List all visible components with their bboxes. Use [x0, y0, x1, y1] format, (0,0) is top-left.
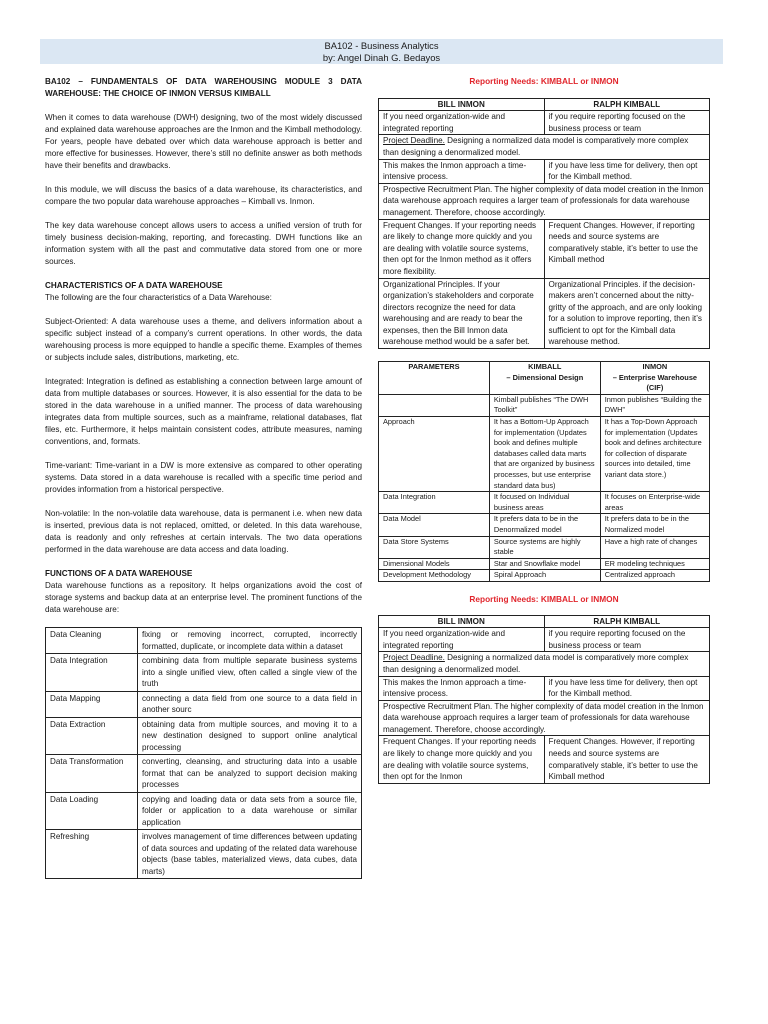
- table-row: [379, 394, 710, 416]
- right-column: [378, 76, 710, 784]
- characteristics-intro: The following are the four characteristics of a Data Warehouse:: [45, 293, 272, 302]
- table-row: [379, 558, 710, 570]
- function-description: copying and loading data or data sets from a source file, folder or application to a data warehouse or similar application: [138, 792, 362, 830]
- module-title: BA102 – FUNDAMENTALS OF DATA WAREHOUSING MODULE 3 DATA WAREHOUSE: THE CHOICE OF INMON VERSUS KIMBALL: [45, 77, 362, 98]
- function-name: Data Cleaning: [46, 628, 138, 654]
- table-cell: if you have less time for delivery, then opt for the Kimball method.: [544, 159, 710, 183]
- table-header-row: [379, 615, 710, 628]
- function-name: Refreshing: [46, 830, 138, 879]
- kimball-cell: Source systems are highly stable: [489, 536, 600, 558]
- parameter-name: [379, 394, 490, 416]
- function-name: Data Integration: [46, 654, 138, 692]
- table-row: [46, 792, 362, 830]
- table-cell: [379, 652, 710, 676]
- function-description: connecting a data field from one source to a data field in another sourc: [138, 691, 362, 717]
- table-row: [379, 278, 710, 349]
- intro-paragraph: When it comes to data warehouse (DWH) designing, two of the most widely discussed and explained data warehouse approaches are the Inmon and the Kimball methodology. For years, people have debated over which data warehouse approach is better and more effective for businesses. However, there’s still no definite answer as both methods have their benefits and drawbacks.: [45, 113, 362, 170]
- table-row: [379, 159, 710, 183]
- table-cell: [379, 135, 710, 159]
- table-row: [379, 736, 710, 783]
- table-row: [46, 717, 362, 755]
- course-title: BA102 - Business Analytics: [324, 40, 439, 51]
- reporting-needs-title-repeat: Reporting Needs: KIMBALL or INMON: [469, 593, 619, 604]
- table-row: [379, 628, 710, 652]
- function-name: Data Mapping: [46, 691, 138, 717]
- kimball-cell: It prefers data to be in the Denormalized model: [489, 514, 600, 536]
- reporting-comparison-table-repeat: [378, 615, 710, 784]
- table-row: [46, 755, 362, 793]
- parameter-name: Development Methodology: [379, 570, 490, 582]
- integrated-paragraph: Integrated: Integration is defined as establishing a connection between large amount of data from multiple databases or sources. However, it is also essential for the data to be stored in the data warehouse in a unified manner. The process of data warehousing integrates data from multiple sources, such as a mainframe, relational databases, flat files, etc. Furthermore, it helps maintain consistent codes, attribute measures, naming conventions, and, formats.: [45, 377, 362, 446]
- kimball-cell: It focused on Individual business areas: [489, 492, 600, 514]
- characteristics-heading: CHARACTERISTICS OF A DATA WAREHOUSE: [45, 281, 223, 290]
- table-cell: This makes the Inmon approach a time-intensive process.: [379, 676, 545, 700]
- left-column: [45, 76, 362, 879]
- table-row: [379, 536, 710, 558]
- column-header-kimball: RALPH KIMBALL: [544, 615, 710, 628]
- table-row: [379, 183, 710, 219]
- functions-table: [45, 627, 362, 879]
- table-cell: if you have less time for delivery, then opt for the Kimball method.: [544, 676, 710, 700]
- parameters-table: [378, 361, 710, 582]
- table-row: [379, 700, 710, 736]
- table-cell: If you need organization-wide and integrated reporting: [379, 111, 545, 135]
- table-cell: Organizational Principles. If your organization’s stakeholders and corporate directors recognize the need for data warehousing and are ready to bear the expenses, then the Bill Inmon data warehouse method would be a safer bet.: [379, 278, 545, 349]
- table-row: [379, 514, 710, 536]
- table-row: [379, 676, 710, 700]
- kimball-cell: Kimball publishes “The DWH Toolkit”: [489, 394, 600, 416]
- table-header-row: [379, 362, 710, 395]
- table-row: [46, 654, 362, 692]
- column-header-kimball: KIMBALL – Dimensional Design: [489, 362, 600, 395]
- table-row: [46, 628, 362, 654]
- inmon-cell: It prefers data to be in the Normalized model: [600, 514, 709, 536]
- table-cell: if you require reporting focused on the business process or team: [544, 628, 710, 652]
- functions-intro: Data warehouse functions as a repository. It helps organizations avoid the cost of storage systems and backup data at an enterprise level. The prominent functions of the data warehouse are:: [45, 581, 362, 614]
- reporting-comparison-table: [378, 98, 710, 349]
- inmon-cell: It has a Top-Down Approach for implementation (Updates book and defines architecture for collection of disparate sources into detailed, time variant data store.): [600, 417, 709, 492]
- project-deadline-label: Project Deadline.: [383, 136, 445, 146]
- column-header-kimball: RALPH KIMBALL: [544, 98, 710, 111]
- time-variant-paragraph: Time-variant: Time-variant in a DW is more extensive as compared to other operating systems. Data stored in a data warehouse is recalled with a specific time period and provides information from a historical perspective.: [45, 461, 362, 494]
- table-cell: Prospective Recruitment Plan. The higher complexity of data model creation in the Inmon data warehouse approach requires a larger team of professionals for data warehouse management. Therefore, choose accordingly.: [379, 183, 710, 219]
- function-description: converting, cleansing, and structuring data into a usable format that can be analyzed to support decision making processes: [138, 755, 362, 793]
- kimball-cell: It has a Bottom-Up Approach for implementation (Updates book and defines multiple databases called data marts that are organized by business processes, but use enterprise standard data bus): [489, 417, 600, 492]
- table-row: [379, 417, 710, 492]
- table-row: [379, 135, 710, 159]
- table-row: [379, 652, 710, 676]
- concept-paragraph: The key data warehouse concept allows users to access a unified version of truth for timely business decision-making, reporting, and forecasting. DWH functions like an information system with all the past and commutative data stored from one or more sources.: [45, 221, 362, 266]
- function-description: obtaining data from multiple sources, and moving it to a new destination designed to support online analytical processing: [138, 717, 362, 755]
- inmon-cell: Have a high rate of changes: [600, 536, 709, 558]
- table-cell: If you need organization-wide and integrated reporting: [379, 628, 545, 652]
- table-cell: Frequent Changes. If your reporting needs are likely to change more quickly and you are dealing with volatile source systems, then opt for the Inmon method as it offers more flexibility.: [379, 219, 545, 278]
- function-name: Data Transformation: [46, 755, 138, 793]
- table-cell: Frequent Changes. However, if reporting needs and source systems are comparatively stable, it’s better to use the Kimball method: [544, 219, 710, 278]
- parameter-name: Dimensional Models: [379, 558, 490, 570]
- parameter-name: Data Integration: [379, 492, 490, 514]
- kimball-cell: Spiral Approach: [489, 570, 600, 582]
- table-row: [46, 830, 362, 879]
- table-header-row: [379, 98, 710, 111]
- project-deadline-label: Project Deadline.: [383, 653, 445, 663]
- function-name: Data Loading: [46, 792, 138, 830]
- function-description: fixing or removing incorrect, corrupted, incorrectly formatted, duplicate, or incomplete data within a dataset: [138, 628, 362, 654]
- author-line: by: Angel Dinah G. Bedayos: [322, 51, 441, 63]
- project-deadline-text: Designing a normalized data model is comparatively more complex than designing a denormalized model.: [383, 136, 689, 157]
- parameter-name: Data Store Systems: [379, 536, 490, 558]
- table-row: [379, 570, 710, 582]
- functions-heading: FUNCTIONS OF A DATA WAREHOUSE: [45, 569, 193, 578]
- table-cell: if you require reporting focused on the business process or team: [544, 111, 710, 135]
- table-cell: This makes the Inmon approach a time-intensive process.: [379, 159, 545, 183]
- function-name: Data Extraction: [46, 717, 138, 755]
- inmon-cell: ER modeling techniques: [600, 558, 709, 570]
- column-header-inmon: BILL INMON: [379, 98, 545, 111]
- non-volatile-paragraph: Non-volatile: In the non-volatile data warehouse, data is permanent i.e. when new data is inserted, previous data is not replaced, omitted, or deleted. In this data warehouse, data is readonly and only refreshes at certain intervals. The two data operations performed in the data warehouse are data access and data loading.: [45, 509, 362, 554]
- column-header-inmon: BILL INMON: [379, 615, 545, 628]
- project-deadline-text: Designing a normalized data model is comparatively more complex than designing a denormalized model.: [383, 653, 689, 674]
- module-scope-paragraph: In this module, we will discuss the basics of a data warehouse, its characteristics, and compare the two popular data warehouse approaches – Kimball vs. Inmon.: [45, 185, 362, 206]
- table-cell: Frequent Changes. If your reporting needs are likely to change more quickly and you are dealing with volatile source systems, then opt for the Inmon: [379, 736, 545, 783]
- document-header: [40, 39, 723, 64]
- reporting-needs-title: Reporting Needs: KIMBALL or INMON: [469, 76, 619, 86]
- subject-oriented-paragraph: Subject-Oriented: A data warehouse uses a theme, and delivers information about a specific subject instead of a company’s current operations. In other words, the data warehousing process is more equipped to handle a specific theme. Examples of themes or subjects include sales, distributions, marketing, etc.: [45, 317, 362, 362]
- table-row: [379, 219, 710, 278]
- kimball-cell: Star and Snowflake model: [489, 558, 600, 570]
- function-description: combining data from multiple separate business systems into a single unified view, often called a single view of the truth: [138, 654, 362, 692]
- table-row: [379, 111, 710, 135]
- function-description: involves management of time differences between updating of data sources and updating of the related data warehouse objects (base tables, materialized views, data cubes, data marts): [138, 830, 362, 879]
- inmon-cell: Inmon publishes “Building the DWH”: [600, 394, 709, 416]
- table-row: [46, 691, 362, 717]
- inmon-cell: It focuses on Enterprise-wide areas: [600, 492, 709, 514]
- table-cell: Frequent Changes. However, if reporting needs and source systems are comparatively stable, it’s better to use the Kimball method: [544, 736, 710, 783]
- table-cell: Prospective Recruitment Plan. The higher complexity of data model creation in the Inmon data warehouse approach requires a larger team of professionals for data warehouse management. Therefore, choose accordingly.: [379, 700, 710, 736]
- column-header-inmon: INMON – Enterprise Warehouse (CIF): [600, 362, 709, 395]
- table-row: [379, 492, 710, 514]
- parameter-name: Data Model: [379, 514, 490, 536]
- inmon-cell: Centralized approach: [600, 570, 709, 582]
- parameter-name: Approach: [379, 417, 490, 492]
- column-header-parameters: PARAMETERS: [379, 362, 490, 395]
- table-cell: Organizational Principles. if the decision-makers aren’t concerned about the nitty-gritty of the approach, and are only looking for a solution to improve reporting, then it’s sufficient to opt for the Kimball data warehouse method.: [544, 278, 710, 349]
